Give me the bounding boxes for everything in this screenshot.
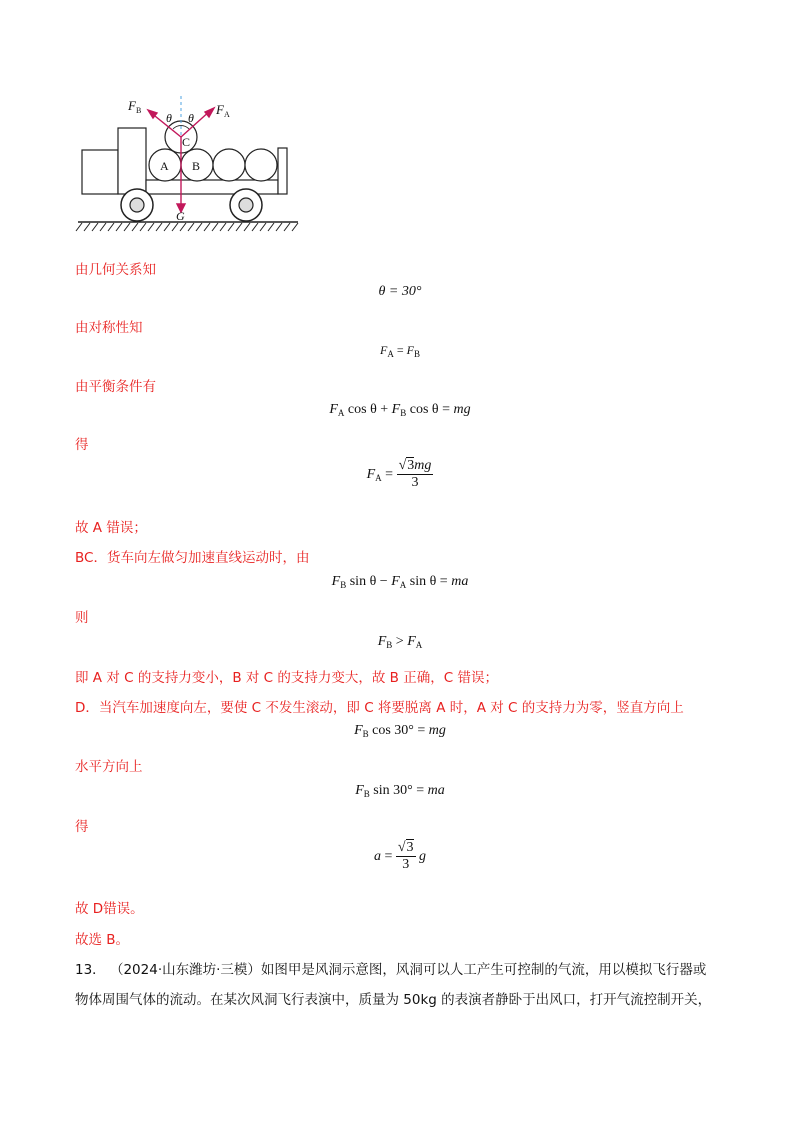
equation-acceleration: a = $\frac{√3}{3}$ g bbox=[373, 840, 427, 873]
truck-force-diagram bbox=[70, 92, 310, 237]
equation-vertical: $F_B$ cos 30° = mg bbox=[354, 723, 446, 739]
equation-equilibrium: $F_A$ $\cos \theta + F_B$ cos θ = mg bbox=[329, 402, 471, 418]
svg-text:FA: $F_A$ bbox=[216, 102, 230, 119]
text-d-wrong: 故 D错误。 bbox=[75, 901, 144, 917]
text-bc-conclusion: 即 A 对 C 的支持力变小，B 对 C 的支持力变大，故 B 正确，C 错误； bbox=[75, 670, 498, 686]
text-then: 则 bbox=[75, 610, 89, 626]
label-g: G bbox=[176, 209, 185, 223]
label-fb: F bbox=[128, 98, 136, 113]
text-horizontal: 水平方向上 bbox=[75, 759, 143, 775]
label-c: C bbox=[182, 135, 191, 149]
text-geometry: 由几何关系知 bbox=[75, 262, 156, 278]
equation-newton: $F_B$ $\sin \theta - F_A$ sin θ = ma bbox=[331, 574, 469, 590]
text-symmetry: 由对称性知 bbox=[75, 320, 143, 336]
text-equilibrium: 由平衡条件有 bbox=[75, 379, 156, 395]
label-fa: F bbox=[216, 102, 224, 117]
equation-compare: $F_B > F_A$ bbox=[377, 634, 423, 650]
equation-theta: θ = 30° bbox=[378, 284, 422, 299]
text-d-analysis: D．当汽车加速度向左，要使 C 不发生滚动，即 C 将要脱离 A 时，A 对 C 的支持力为零，竖直方向上 bbox=[75, 700, 684, 716]
question-13-line-2: 物体周围气体的流动。在某次风洞飞行表演中，质量为 50kg 的表演者静卧于出风口，打开气流控制开关， bbox=[75, 992, 712, 1008]
text-a-wrong: 故 A 错误； bbox=[75, 520, 147, 536]
truck-cab-front bbox=[82, 150, 118, 194]
truck-cab bbox=[118, 128, 146, 194]
truck-tailgate bbox=[278, 148, 287, 194]
text-bc-analysis: BC．货车向左做匀加速直线运动时，由 bbox=[75, 550, 310, 566]
equation-symmetry: $F_A = F_B$ bbox=[380, 343, 420, 359]
label-a: A bbox=[160, 159, 169, 173]
label-theta-left: θ bbox=[166, 111, 172, 125]
text-get-1: 得 bbox=[75, 437, 89, 453]
svg-text:FB: $F_B$ bbox=[128, 98, 142, 115]
text-get-2: 得 bbox=[75, 819, 89, 835]
equation-horizontal: $F_B$ sin 30° = ma bbox=[355, 783, 445, 799]
label-theta-right: θ bbox=[188, 111, 194, 125]
label-b: B bbox=[192, 159, 201, 173]
truck-bed bbox=[146, 180, 278, 194]
equation-fa-result: $F_A$ = $\frac{√3mg}{3}$ bbox=[366, 458, 432, 491]
question-13-line-1: 13． （2024·山东潍坊·三模）如图甲是风洞示意图，风洞可以人工产生可控制的气流，用以模拟飞行器或 bbox=[75, 962, 707, 978]
text-answer: 故选 B。 bbox=[75, 932, 130, 948]
